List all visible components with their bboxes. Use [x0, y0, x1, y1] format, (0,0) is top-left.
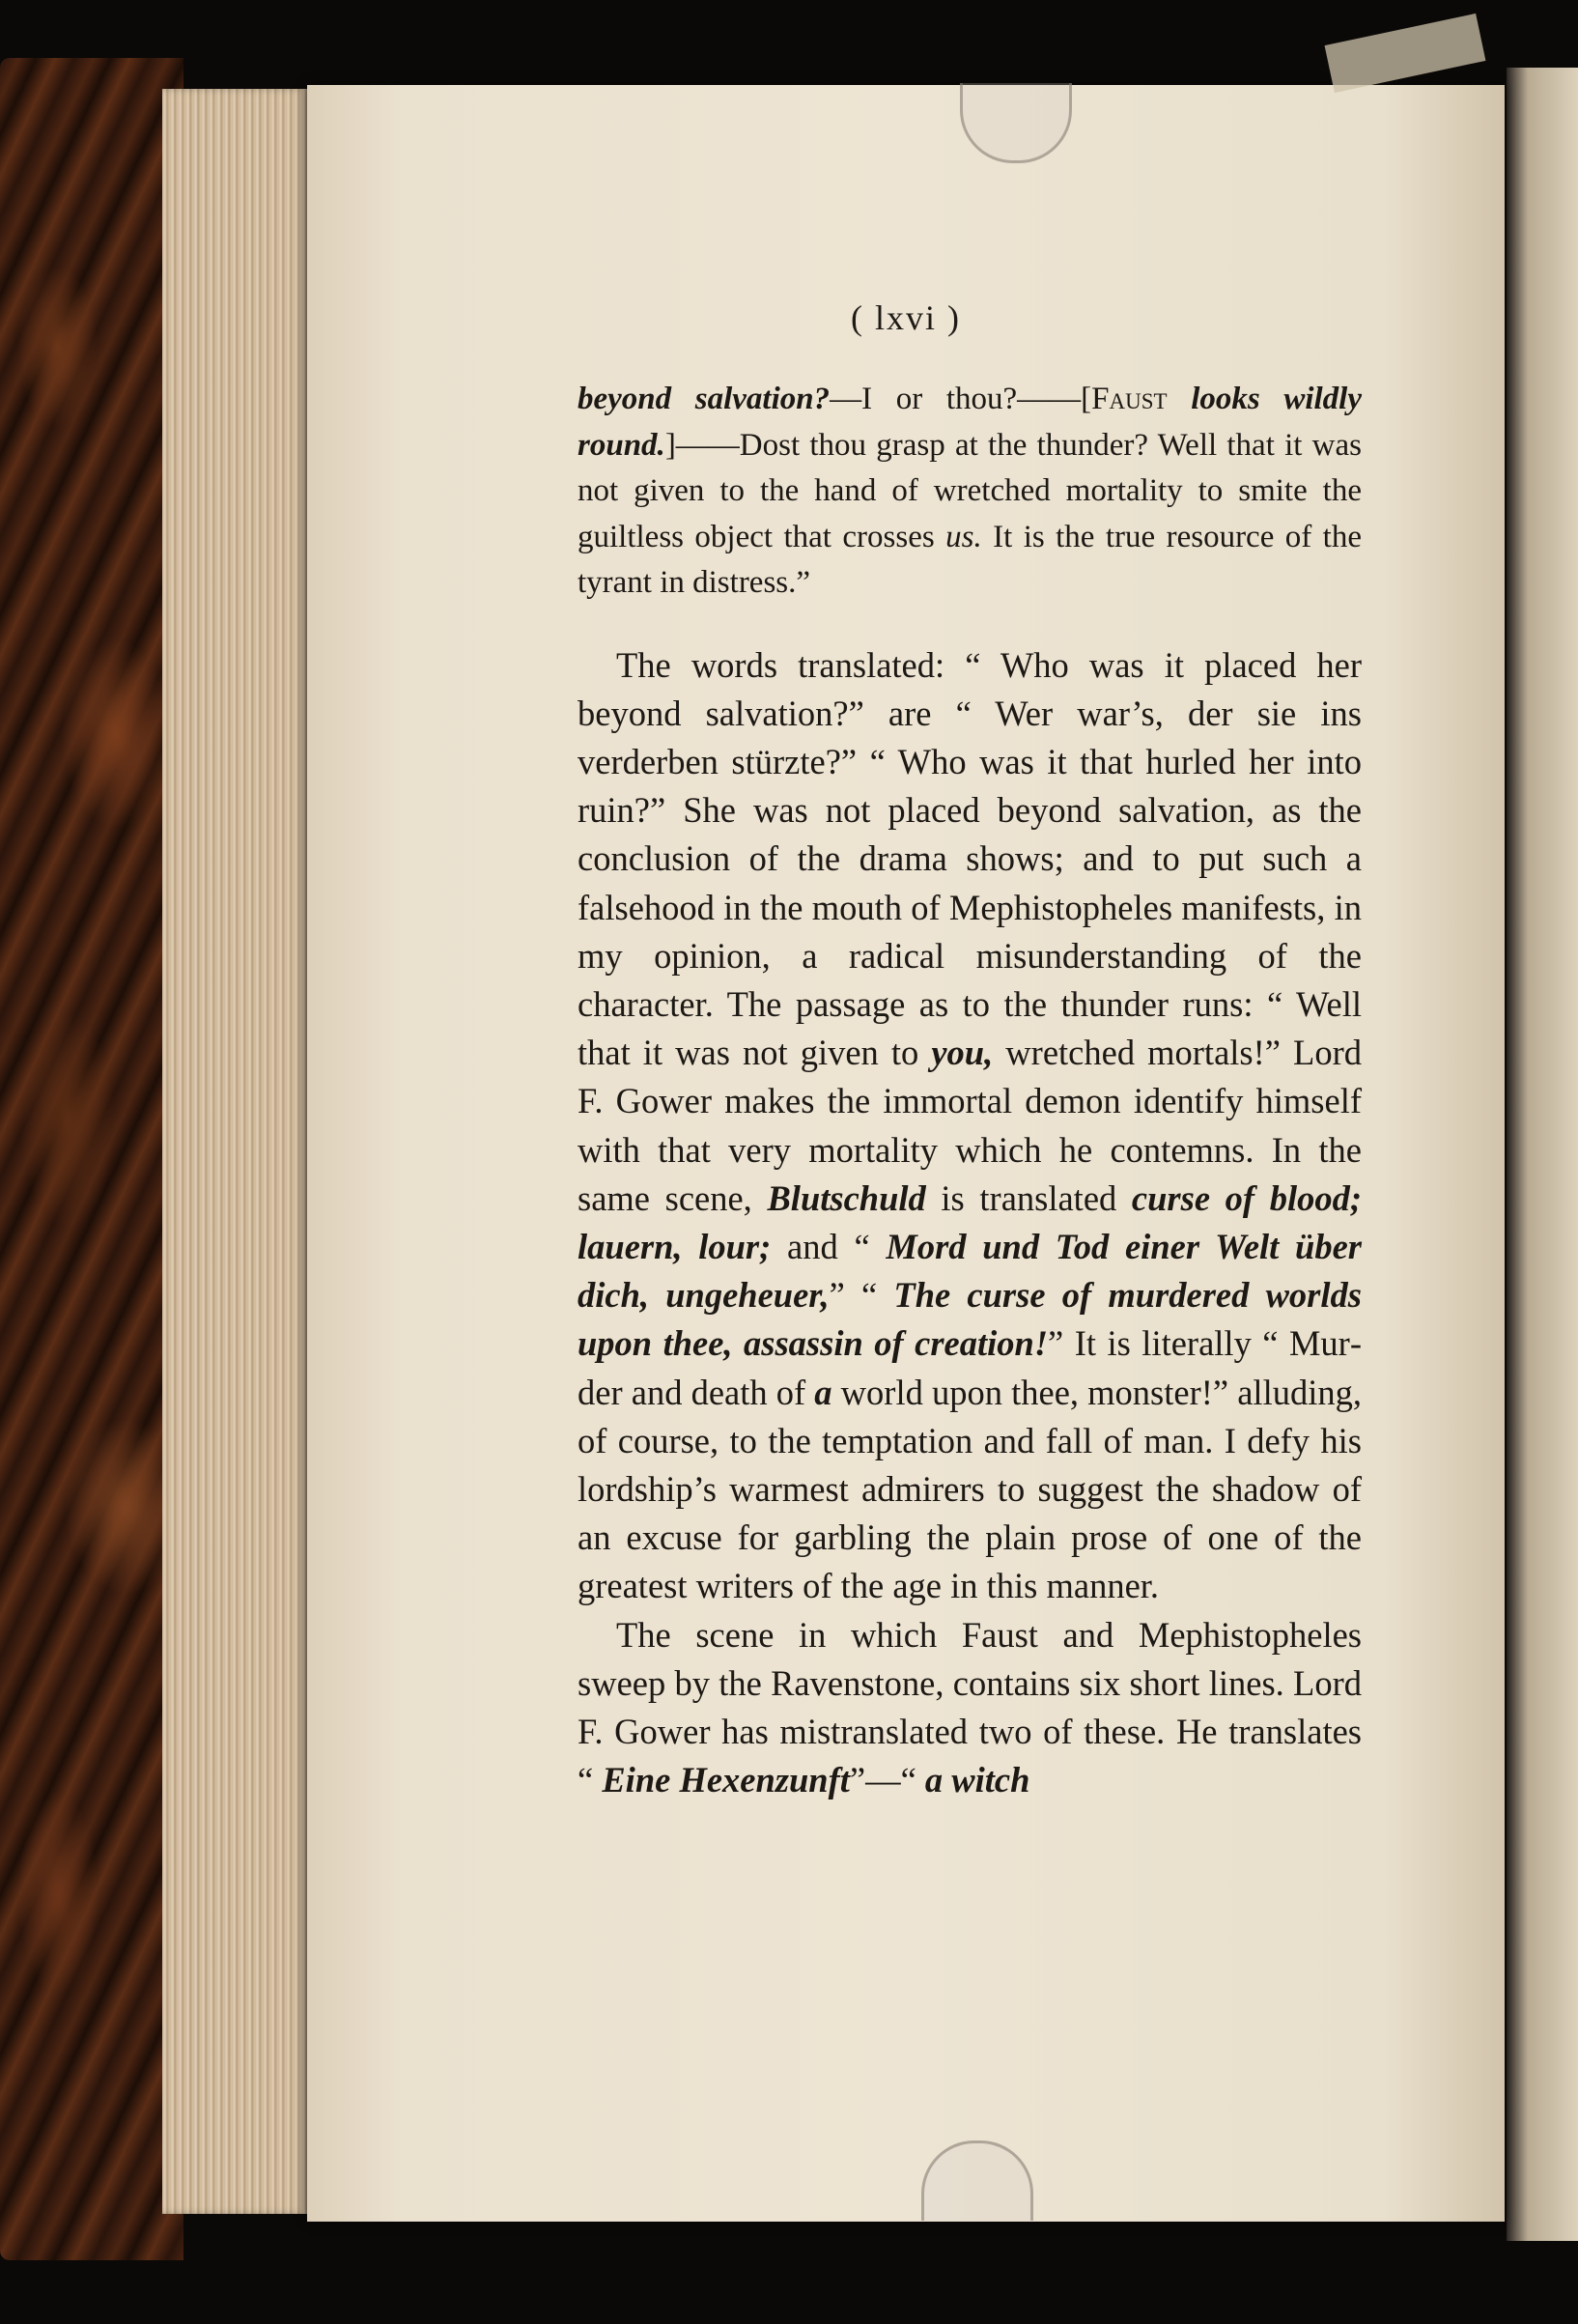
- italic-text: beyond salvation?: [578, 382, 831, 416]
- italic-text: The curse of murdered worlds upon thee, assassin of creation!: [578, 1275, 1362, 1364]
- page-number: ( lxvi ): [851, 298, 961, 337]
- body-paragraph: [578, 641, 1362, 1611]
- italic-text: a witch: [924, 1760, 1030, 1800]
- text-run: It is the true resource of the tyrant in distress.”: [578, 519, 1362, 600]
- small-caps-name: Faust: [1091, 382, 1168, 416]
- text-run: The words translated: “ Who was it placed her beyond salvation?” are “ Wer war’s, der sie ins verderben stürzte?” “ Who was it that hurled her into ruin?” She was not placed beyond salvation, as the conclusion of the drama shows; and to put such a falsehood in the mouth of Mephistopheles manifests, in my opinion, a radical misunderstanding of the character. The passage as to the thunder runs: “ Well that it was not given to: [578, 644, 1362, 1073]
- text-run: ]——Dost thou grasp at the thunder? Well that it was not given to the hand of wretched mortality to smite the guiltless object that crosses: [578, 427, 1362, 554]
- text-run: wretched mortals!” Lord F. Gower makes the immortal demon identify himself with that very mortality which he contemns. In the same scene,: [578, 1033, 1363, 1218]
- italic-text: a: [814, 1372, 832, 1412]
- text-run: —I or thou?——[: [830, 382, 1092, 416]
- text-run: is translated: [925, 1177, 1132, 1218]
- marbled-book-cover: [0, 58, 183, 2260]
- text-run: The scene in which Faust and Mephistopheles sweep by the Ravenstone, contains six short lines. Lord F. Gower has mistranslated two of these. He translates “: [578, 1614, 1362, 1800]
- text-run: ” “: [829, 1275, 894, 1316]
- text-run: ”—“: [849, 1760, 925, 1800]
- page-body: [578, 377, 1362, 1804]
- quote-paragraph: [578, 377, 1362, 607]
- text-run: [1168, 382, 1192, 416]
- italic-text: Eine Hexenzunft: [602, 1760, 850, 1800]
- text-run: and “: [771, 1226, 887, 1266]
- italic-text: us.: [945, 519, 982, 554]
- page-edges: [162, 89, 307, 2214]
- facing-page-edge: [1507, 68, 1578, 2241]
- body-paragraph: [578, 1611, 1362, 1805]
- text-run: ” It is literally “ Murder and death of: [578, 1323, 1362, 1412]
- italic-stage-direction: looks wildly round.: [578, 382, 1362, 463]
- text-run: world upon thee, monster!” alluding, of course, to the temptation and fall of man. I defy his lordship’s warmest admirers to suggest the shadow of an excuse for garbling the plain prose of one of the greatest writers of the age in this manner.: [578, 1372, 1362, 1606]
- italic-text: Mord und Tod einer Welt über dich, ungeheuer,: [578, 1226, 1362, 1316]
- italic-text: curse of blood; lauern, lour;: [578, 1177, 1362, 1266]
- italic-text: you,: [931, 1033, 994, 1073]
- italic-text: Blutschuld: [767, 1177, 926, 1218]
- tape-strip: [1325, 14, 1486, 93]
